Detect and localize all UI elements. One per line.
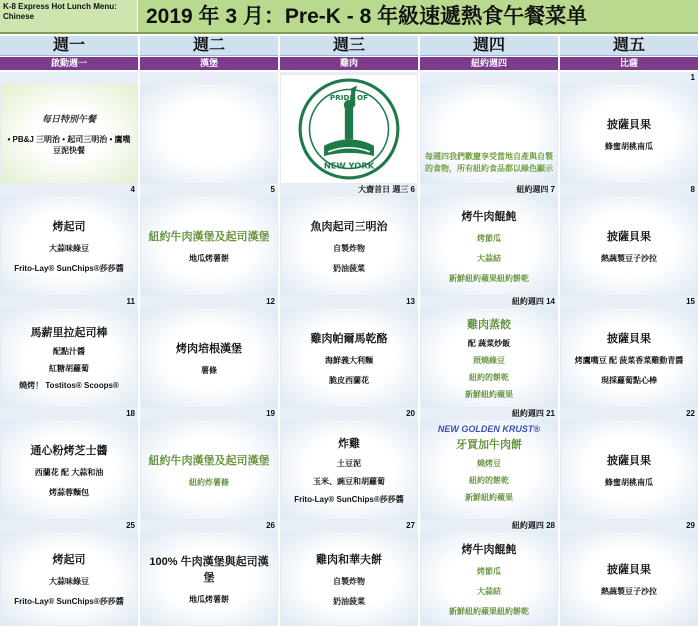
date-line: 4 bbox=[0, 184, 138, 195]
side-dish: 紐約的餅乾 bbox=[469, 372, 509, 382]
daily-special-box bbox=[0, 83, 138, 184]
menu-box bbox=[0, 419, 138, 520]
day-cell bbox=[280, 72, 418, 184]
theme-tue: 漢堡 bbox=[140, 57, 278, 70]
date-line: 紐約週四 7 bbox=[420, 184, 558, 195]
day-thu: 週四 bbox=[420, 36, 558, 56]
side-dish: 地瓜烤薯餅 bbox=[189, 594, 229, 604]
menu-box-empty bbox=[140, 83, 278, 184]
menu-box bbox=[280, 307, 418, 408]
side-dish: 熱蔬製豆子沙拉 bbox=[601, 253, 657, 263]
main-dish: 披薩貝果 bbox=[607, 230, 651, 243]
day-cell bbox=[140, 520, 278, 626]
side-dish: 新鮮紐約蘋果紐約餅乾 bbox=[449, 273, 529, 283]
week-row bbox=[0, 72, 698, 184]
menu-box bbox=[280, 419, 418, 520]
logo-text-bottom: NEW YORK bbox=[323, 160, 375, 171]
brand-label: NEW GOLDEN KRUST® bbox=[437, 424, 541, 434]
day-cell bbox=[420, 184, 558, 296]
side-dish: 地瓜烤薯餅 bbox=[189, 253, 229, 263]
day-mon: 週一 bbox=[0, 36, 138, 56]
date-line: 20 bbox=[280, 408, 418, 419]
main-dish: 披薩貝果 bbox=[607, 118, 651, 131]
main-dish: 雞肉和華夫餅 bbox=[316, 553, 382, 566]
calendar-grid bbox=[0, 72, 698, 626]
main-dish: 通心粉烤芝士醬 bbox=[30, 444, 108, 457]
week-row bbox=[0, 184, 698, 296]
main-dish: 炸雞 bbox=[338, 437, 360, 450]
special-title: 每日特別午餐 bbox=[41, 113, 96, 124]
theme-mon: 啟動週一 bbox=[0, 57, 138, 70]
day-cell bbox=[280, 184, 418, 296]
date-line: 5 bbox=[140, 184, 278, 195]
day-cell bbox=[420, 72, 558, 184]
side-dish: 紐約的餅乾 bbox=[469, 476, 509, 485]
side-dish: 脆皮西蘭花 bbox=[329, 375, 369, 385]
date-line: 29 bbox=[560, 520, 698, 531]
date-line: 19 bbox=[140, 408, 278, 419]
side-dish: 海鮮義大利麵 bbox=[325, 355, 373, 365]
menu-box bbox=[420, 531, 558, 626]
day-cell bbox=[560, 184, 698, 296]
main-dish: 雞肉帕爾馬乾酪 bbox=[310, 332, 388, 345]
side-dish: 大蒜味綠豆 bbox=[49, 576, 89, 586]
day-cell bbox=[0, 184, 138, 296]
day-wed: 週三 bbox=[280, 36, 418, 56]
day-cell bbox=[0, 520, 138, 626]
week-row bbox=[0, 520, 698, 626]
date-line bbox=[420, 72, 558, 83]
side-dish: 新鮮紐約蘋果 bbox=[465, 493, 513, 502]
main-dish: 披薩貝果 bbox=[607, 563, 651, 576]
day-cell bbox=[140, 184, 278, 296]
theme-row bbox=[0, 57, 698, 70]
day-cell bbox=[140, 408, 278, 520]
main-dish: 紐約牛肉漢堡及起司漢堡 bbox=[148, 230, 270, 243]
side-dish: 燒烤豆 bbox=[477, 459, 501, 468]
side-dish: 玉米、豌豆和胡蘿蔔 bbox=[313, 476, 385, 486]
side-dish: 熱蔬製豆子沙拉 bbox=[601, 586, 657, 596]
side-dish: Frito-Lay® SunChips®莎莎醬 bbox=[14, 263, 124, 273]
date-line: 25 bbox=[0, 520, 138, 531]
date-line: 27 bbox=[280, 520, 418, 531]
side-dish: Frito-Lay® SunChips®莎莎醬 bbox=[14, 596, 124, 606]
day-cell bbox=[0, 296, 138, 408]
side-dish: 土豆泥 bbox=[337, 458, 361, 468]
side-dish: 蜂蜜胡桃南瓜 bbox=[605, 141, 653, 151]
day-fri: 週五 bbox=[560, 36, 698, 56]
menu-box bbox=[560, 307, 698, 408]
theme-fri: 比薩 bbox=[560, 57, 698, 70]
main-dish: 烤牛肉餛飩 bbox=[461, 210, 517, 223]
corner-label: K-8 Express Hot Lunch Menu: Chinese bbox=[0, 0, 138, 32]
side-dish: 自製炸物 bbox=[333, 576, 365, 586]
main-dish: 烤牛肉餛飩 bbox=[461, 543, 517, 556]
menu-box bbox=[140, 419, 278, 520]
side-dish: 薯條 bbox=[201, 365, 217, 375]
menu-box bbox=[420, 195, 558, 296]
date-line: 12 bbox=[140, 296, 278, 307]
date-line bbox=[0, 72, 138, 83]
date-line: 紐約週四 28 bbox=[420, 520, 558, 531]
date-line: 11 bbox=[0, 296, 138, 307]
side-dish: 新鮮紐約蘋果 bbox=[465, 389, 513, 399]
day-cell bbox=[0, 72, 138, 184]
menu-box bbox=[560, 195, 698, 296]
menu-box bbox=[140, 307, 278, 408]
side-dish: 西蘭花 配 大蒜和油 bbox=[34, 467, 104, 477]
side-dish: 大蒜結 bbox=[477, 253, 501, 263]
logo-box bbox=[280, 74, 418, 184]
date-line: 26 bbox=[140, 520, 278, 531]
day-cell bbox=[420, 296, 558, 408]
day-cell bbox=[560, 72, 698, 184]
date-line: 13 bbox=[280, 296, 418, 307]
menu-box bbox=[560, 83, 698, 184]
main-dish: 烤肉培根漢堡 bbox=[176, 342, 242, 355]
side-dish: 奶油菠菜 bbox=[333, 596, 365, 606]
side-dish: 新鮮紐約蘋果紐約餅乾 bbox=[449, 606, 529, 616]
side-dish: 大蒜結 bbox=[477, 586, 501, 596]
main-dish: 牙買加牛肉餅 bbox=[456, 439, 522, 451]
page-title: 2019 年 3 月：Pre-K - 8 年級速遞熱食午餐菜单 bbox=[146, 5, 588, 28]
day-cell bbox=[140, 296, 278, 408]
date-line: 22 bbox=[560, 408, 698, 419]
menu-box bbox=[140, 531, 278, 626]
main-dish: 烤起司 bbox=[52, 220, 86, 233]
main-dish: 烤起司 bbox=[52, 553, 86, 566]
side-dish: Frito-Lay® SunChips®莎莎醬 bbox=[294, 494, 404, 504]
side-dish: 紅糖胡蘿蔔 bbox=[49, 364, 89, 373]
menu-box bbox=[0, 307, 138, 408]
day-cell bbox=[560, 408, 698, 520]
menu-box bbox=[560, 419, 698, 520]
menu-box bbox=[420, 307, 558, 408]
side-dish: 紐約炸薯條 bbox=[189, 477, 229, 487]
menu-box bbox=[0, 531, 138, 626]
week-row bbox=[0, 408, 698, 520]
side-dish: 烤節瓜 bbox=[477, 566, 501, 576]
side-dish: 烤蒜蓉麵包 bbox=[49, 487, 89, 497]
ny-thursday-note: 每週四我們歡慶享受當地自產與自製的食物，所有紐約食品都以綠色顯示 bbox=[425, 152, 553, 173]
main-dish: 披薩貝果 bbox=[607, 454, 651, 467]
week-row bbox=[0, 296, 698, 408]
pride-of-new-york-logo bbox=[297, 77, 401, 181]
special-items: • PB&J 三明治 • 起司三明治 • 鷹嘴豆泥快餐 bbox=[7, 134, 131, 155]
day-cell bbox=[280, 520, 418, 626]
date-line: 15 bbox=[560, 296, 698, 307]
theme-wed: 雞肉 bbox=[280, 57, 418, 70]
side-dish: 奶油菠菜 bbox=[333, 263, 365, 273]
date-line: 8 bbox=[560, 184, 698, 195]
main-dish: 雞肉蒸餃 bbox=[467, 318, 511, 331]
date-line: 大齋首日 週三 6 bbox=[280, 184, 418, 195]
side-dish: 照燒綠豆 bbox=[473, 355, 505, 365]
side-dish: 烤節瓜 bbox=[477, 233, 501, 243]
side-dish: 現採蘿蔔點心棒 bbox=[601, 375, 657, 385]
date-line: 紐約週四 14 bbox=[420, 296, 558, 307]
main-dish: 魚肉起司三明治 bbox=[310, 220, 388, 233]
main-dish: 披薩貝果 bbox=[607, 332, 651, 345]
day-cell bbox=[560, 520, 698, 626]
side-dish: 配點汁醬 bbox=[53, 347, 85, 356]
day-cell bbox=[420, 408, 558, 520]
side-dish: 配 蔬菜炒飯 bbox=[467, 338, 511, 348]
day-cell bbox=[0, 408, 138, 520]
side-dish: 烤鷹嘴豆 配 菠菜香菜雞動青醬 bbox=[574, 355, 684, 365]
day-header-row bbox=[0, 36, 698, 56]
day-cell bbox=[280, 408, 418, 520]
day-cell bbox=[420, 520, 558, 626]
day-cell bbox=[140, 72, 278, 184]
menu-box bbox=[560, 531, 698, 626]
menu-box bbox=[0, 195, 138, 296]
main-dish: 紐約牛肉漢堡及起司漢堡 bbox=[148, 454, 270, 467]
logo-text-top: PRIDE OF bbox=[329, 92, 369, 102]
day-cell bbox=[560, 296, 698, 408]
menu-box bbox=[280, 195, 418, 296]
date-line: 18 bbox=[0, 408, 138, 419]
menu-box bbox=[140, 195, 278, 296]
date-line bbox=[140, 72, 278, 83]
side-dish: 蜂蜜胡桃南瓜 bbox=[605, 477, 653, 487]
menu-box bbox=[420, 419, 558, 520]
day-cell bbox=[280, 296, 418, 408]
side-dish: 燒烤！ Tostitos® Scoops® bbox=[19, 381, 119, 390]
main-dish: 馬薪里拉起司棒 bbox=[30, 327, 108, 339]
ny-thursday-note-box bbox=[420, 83, 558, 184]
side-dish: 大蒜味綠豆 bbox=[49, 243, 89, 253]
day-tue: 週二 bbox=[140, 36, 278, 56]
date-line: 紐約週四 21 bbox=[420, 408, 558, 419]
main-dish: 100% 牛肉漢堡與起司漢堡 bbox=[149, 555, 269, 584]
side-dish: 自製炸物 bbox=[333, 243, 365, 253]
theme-thu: 紐約週四 bbox=[420, 57, 558, 70]
date-line: 1 bbox=[560, 72, 698, 83]
header bbox=[0, 0, 698, 34]
menu-box bbox=[280, 531, 418, 626]
